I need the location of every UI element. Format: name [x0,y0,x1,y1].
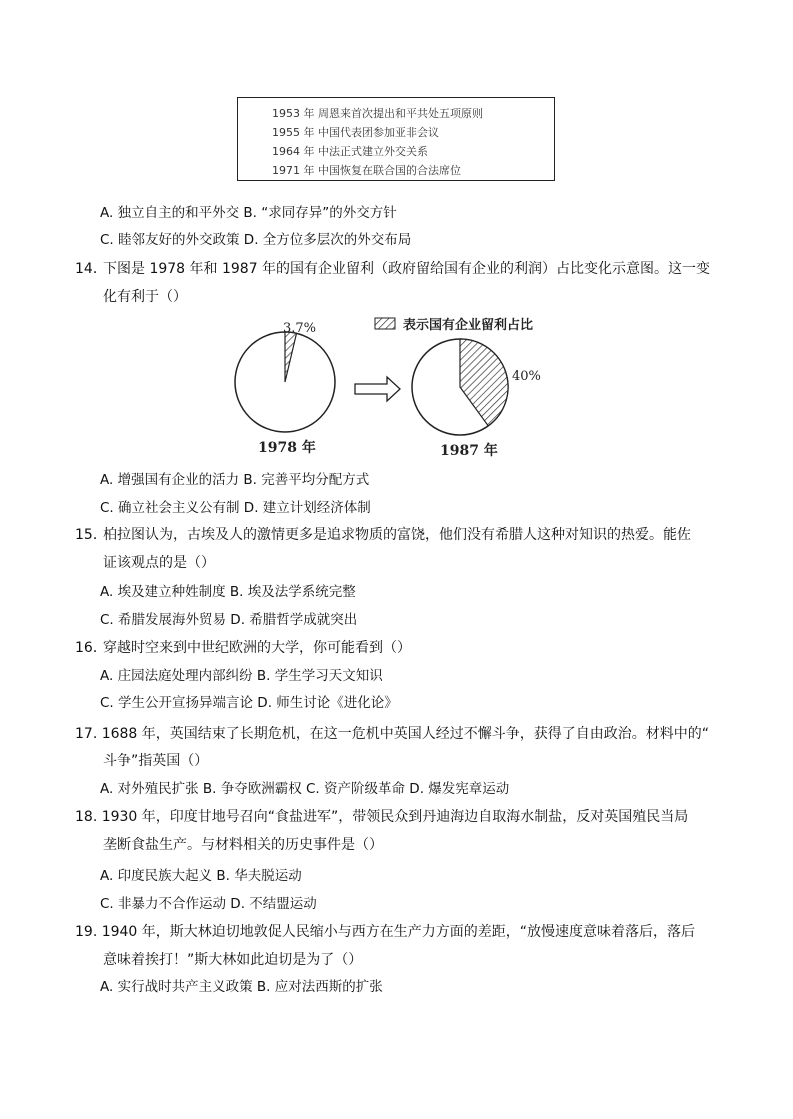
q19-text-line2: 意味着挨打！”斯大林如此迫切是为了（） [103,952,363,968]
pie-1978-year-label: 1978 年 [258,440,316,456]
timeline-entry: 1971 年 中国恢复在联合国的合法席位 [272,164,461,177]
q18-options-line1: A. 印度民族大起义 B. 华夫脱运动 [100,868,302,884]
q15-options-line1: A. 埃及建立种姓制度 B. 埃及法学系统完整 [100,584,356,600]
q14-options-line1: A. 增强国有企业的活力 B. 完善平均分配方式 [100,472,370,488]
q14-options-line2: C. 确立社会主义公有制 D. 建立计划经济体制 [100,500,371,516]
q15-options-line2: C. 希腊发展海外贸易 D. 希腊哲学成就突出 [100,612,358,628]
q16-text-line1: 穿越时空来到中世纪欧洲的大学，你可能看到（） [103,640,411,656]
timeline-entry: 1964 年 中法正式建立外交关系 [272,145,428,158]
pie-1987-value-label: 40% [512,369,541,384]
q18-text-line2: 垄断食盐生产。与材料相关的历史事件是（） [103,837,383,853]
q16-options-line2: C. 学生公开宣扬异端言论 D. 师生讨论《进化论》 [100,695,398,711]
q13-options-line2: C. 睦邻友好的外交政策 D. 全方位多层次的外交布局 [100,232,412,248]
pie-chart-figure [225,312,565,462]
q17-text-line1: 17. 1688 年，英国结束了长期危机，在这一危机中英国人经过不懈斗争，获得了自由政治。材料中的“ [75,726,710,742]
q18-options-line2: C. 非暴力不合作运动 D. 不结盟运动 [100,896,317,912]
q15-number: 15． [75,527,107,543]
q18-text-line1: 18. 1930 年，印度甘地号召向“食盐进军”，带领民众到丹迪海边自取海水制盐，反对英国殖民当局 [75,809,689,825]
q14-number: 14． [75,261,107,277]
q13-options-line1: A. 独立自主的和平外交 B. “求同存异”的外交方针 [100,205,397,221]
pie-1978-value-label: 3.7% [283,321,317,336]
q16-options-line1: A. 庄园法庭处理内部纠纷 B. 学生学习天文知识 [100,668,383,684]
q14-text-line1: 下图是 1978 年和 1987 年的国有企业留利（政府留给国有企业的利润）占比变化示意图。这一变 [103,261,711,277]
timeline-box [237,97,555,181]
arrow-right-icon [355,377,400,401]
q14-text-line2: 化有利于（） [103,289,187,305]
pie-1987-year-label: 1987 年 [440,443,498,459]
legend-label: 表示国有企业留利占比 [403,318,534,333]
timeline-entry: 1953 年 周恩来首次提出和平共处五项原则 [272,107,483,120]
legend-swatch [375,318,395,329]
q15-text-line1: 柏拉图认为，古埃及人的激情更多是追求物质的富饶，他们没有希腊人这种对知识的热爱。能佐 [103,527,691,543]
q19-options-line1: A. 实行战时共产主义政策 B. 应对法西斯的扩张 [100,979,383,995]
q16-number: 16． [75,640,107,656]
timeline-entry: 1955 年 中国代表团参加亚非会议 [272,126,439,139]
q15-text-line2: 证该观点的是（） [103,555,215,571]
q17-options-line1: A. 对外殖民扩张 B. 争夺欧洲霸权 C. 资产阶级革命 D. 爆发宪章运动 [100,781,510,797]
q17-text-line2: 斗争”指英国（） [103,753,209,769]
q19-text-line1: 19. 1940 年，斯大林迫切地敦促人民缩小与西方在生产力方面的差距，“放慢速度意味着落后，落后 [75,924,696,940]
